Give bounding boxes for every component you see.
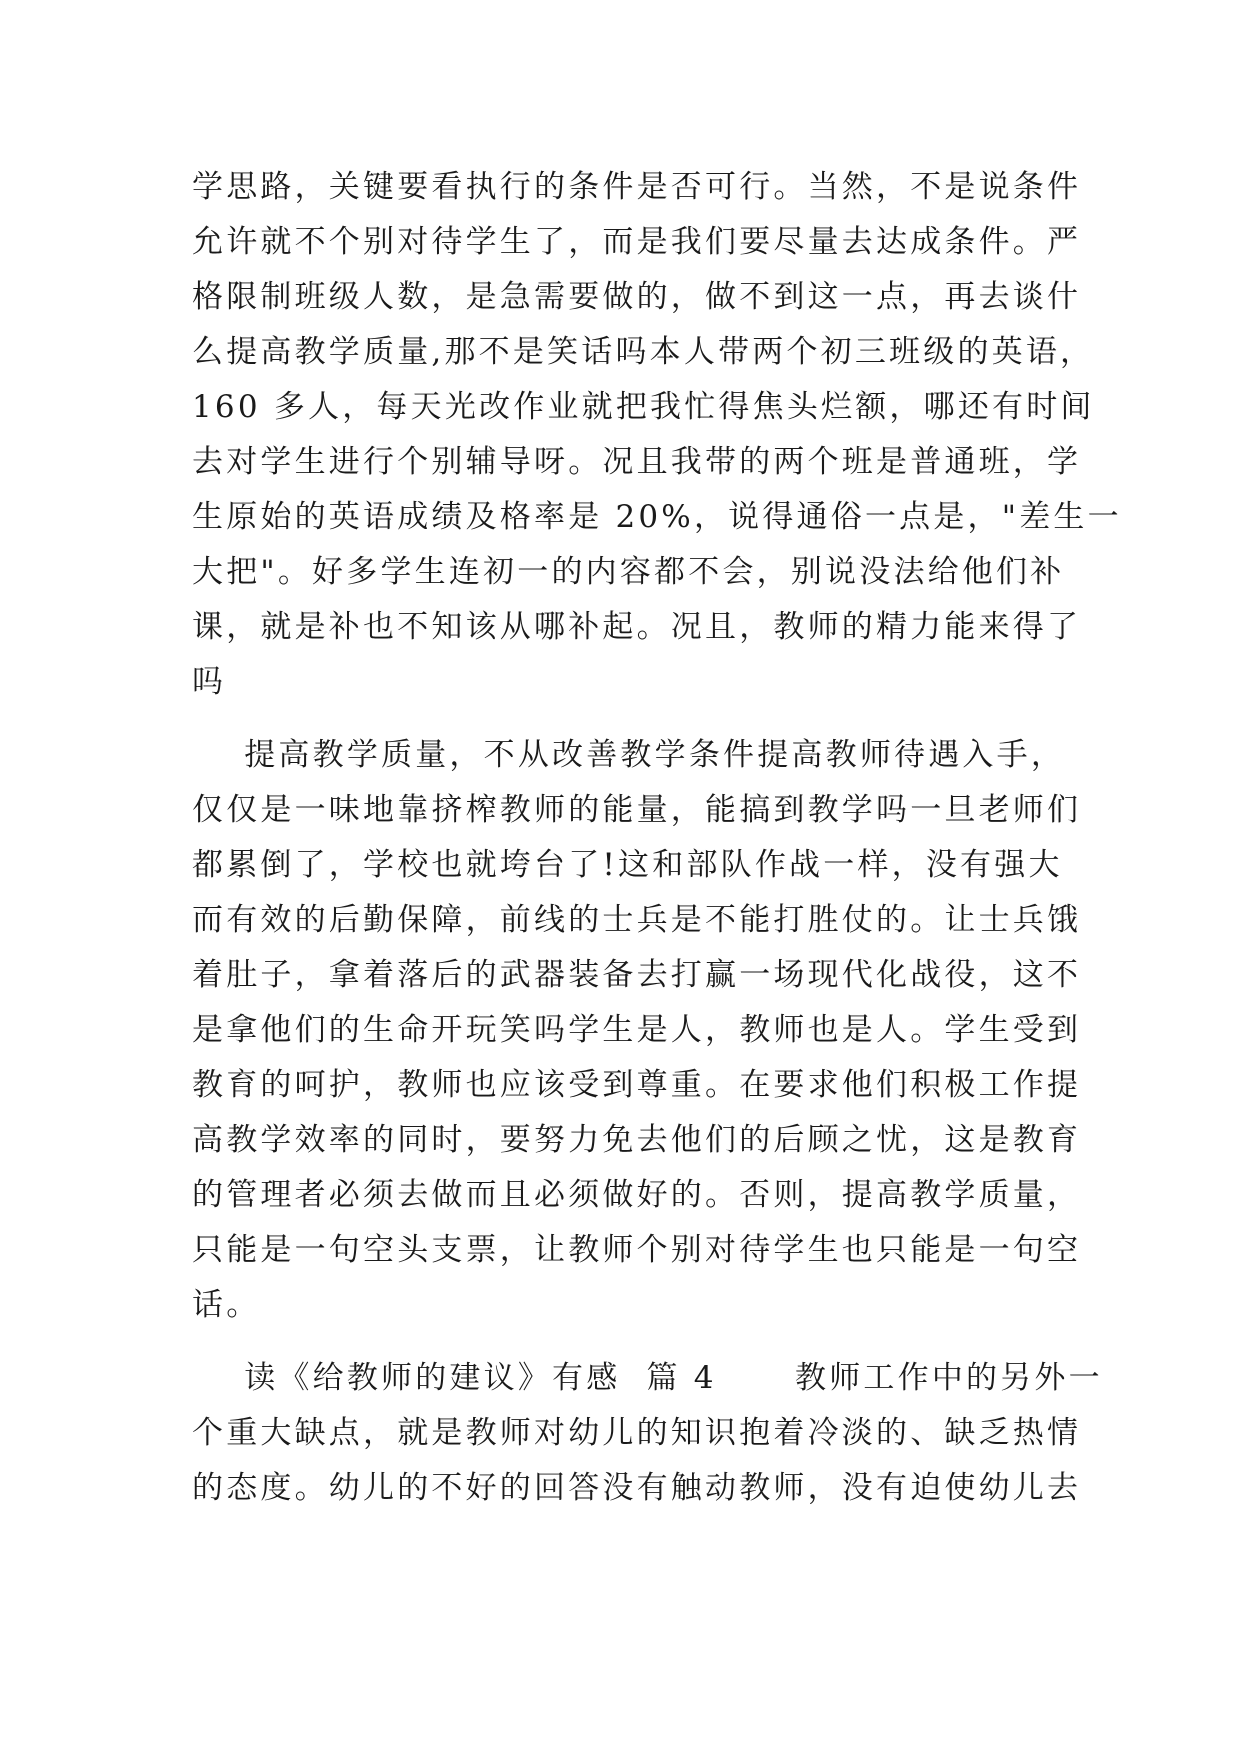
text-line: 提高教学质量，不从改善教学条件提高教师待遇入手， — [192, 737, 1066, 773]
text-line: 吗 — [192, 664, 227, 700]
paragraph-1 — [192, 160, 1122, 710]
text-line: 高教学效率的同时，要努力免去他们的后顾之忧，这是教育 — [192, 1122, 1082, 1158]
text-line: 格限制班级人数，是急需要做的，做不到这一点，再去谈什 — [192, 279, 1082, 315]
text-line: 么提高教学质量,那不是笑话吗本人带两个初三班级的英语， — [192, 334, 1095, 370]
document-body — [192, 160, 1122, 1516]
text-line: 大把"。好多学生连初一的内容都不会，别说没法给他们补 — [192, 554, 1065, 590]
text-line: 着肚子，拿着落后的武器装备去打赢一场现代化战役，这不 — [192, 957, 1082, 993]
paragraph-2 — [192, 728, 1082, 1333]
text-line: 160 多人，每天光改作业就把我忙得焦头烂额，哪还有时间 — [192, 389, 1095, 425]
text-line: 课，就是补也不知该从哪补起。况且，教师的精力能来得了 — [192, 609, 1082, 645]
text-line: 只能是一句空头支票，让教师个别对待学生也只能是一句空 — [192, 1232, 1082, 1268]
text-line: 话。 — [192, 1287, 261, 1323]
paragraph-gap — [192, 1333, 1058, 1351]
text-line: 的态度。幼儿的不好的回答没有触动教师，没有迫使幼儿去 — [192, 1470, 1082, 1506]
paragraph-gap — [192, 710, 1058, 728]
text-line: 教育的呵护，教师也应该受到尊重。在要求他们积极工作提 — [192, 1067, 1082, 1103]
text-line: 而有效的后勤保障，前线的士兵是不能打胜仗的。让士兵饿 — [192, 902, 1082, 938]
text-line: 是拿他们的生命开玩笑吗学生是人，教师也是人。学生受到 — [192, 1012, 1082, 1048]
text-line: 学思路，关键要看执行的条件是否可行。当然，不是说条件 — [192, 169, 1082, 205]
text-line: 生原始的英语成绩及格率是 20%，说得通俗一点是，"差生一 — [192, 499, 1122, 535]
text-line: 都累倒了，学校也就垮台了!这和部队作战一样，没有强大 — [192, 847, 1063, 883]
text-line: 读《给教师的建议》有感 篇 4 教师工作中的另外一 — [192, 1360, 1103, 1396]
text-line: 的管理者必须去做而且必须做好的。否则，提高教学质量， — [192, 1177, 1082, 1213]
text-line: 仅仅是一味地靠挤榨教师的能量，能搞到教学吗一旦老师们 — [192, 792, 1082, 828]
text-line: 允许就不个别对待学生了，而是我们要尽量去达成条件。严 — [192, 224, 1082, 260]
paragraph-3 — [192, 1351, 1103, 1516]
text-line: 去对学生进行个别辅导呀。况且我带的两个班是普通班，学 — [192, 444, 1082, 480]
text-line: 个重大缺点，就是教师对幼儿的知识抱着冷淡的、缺乏热情 — [192, 1415, 1082, 1451]
